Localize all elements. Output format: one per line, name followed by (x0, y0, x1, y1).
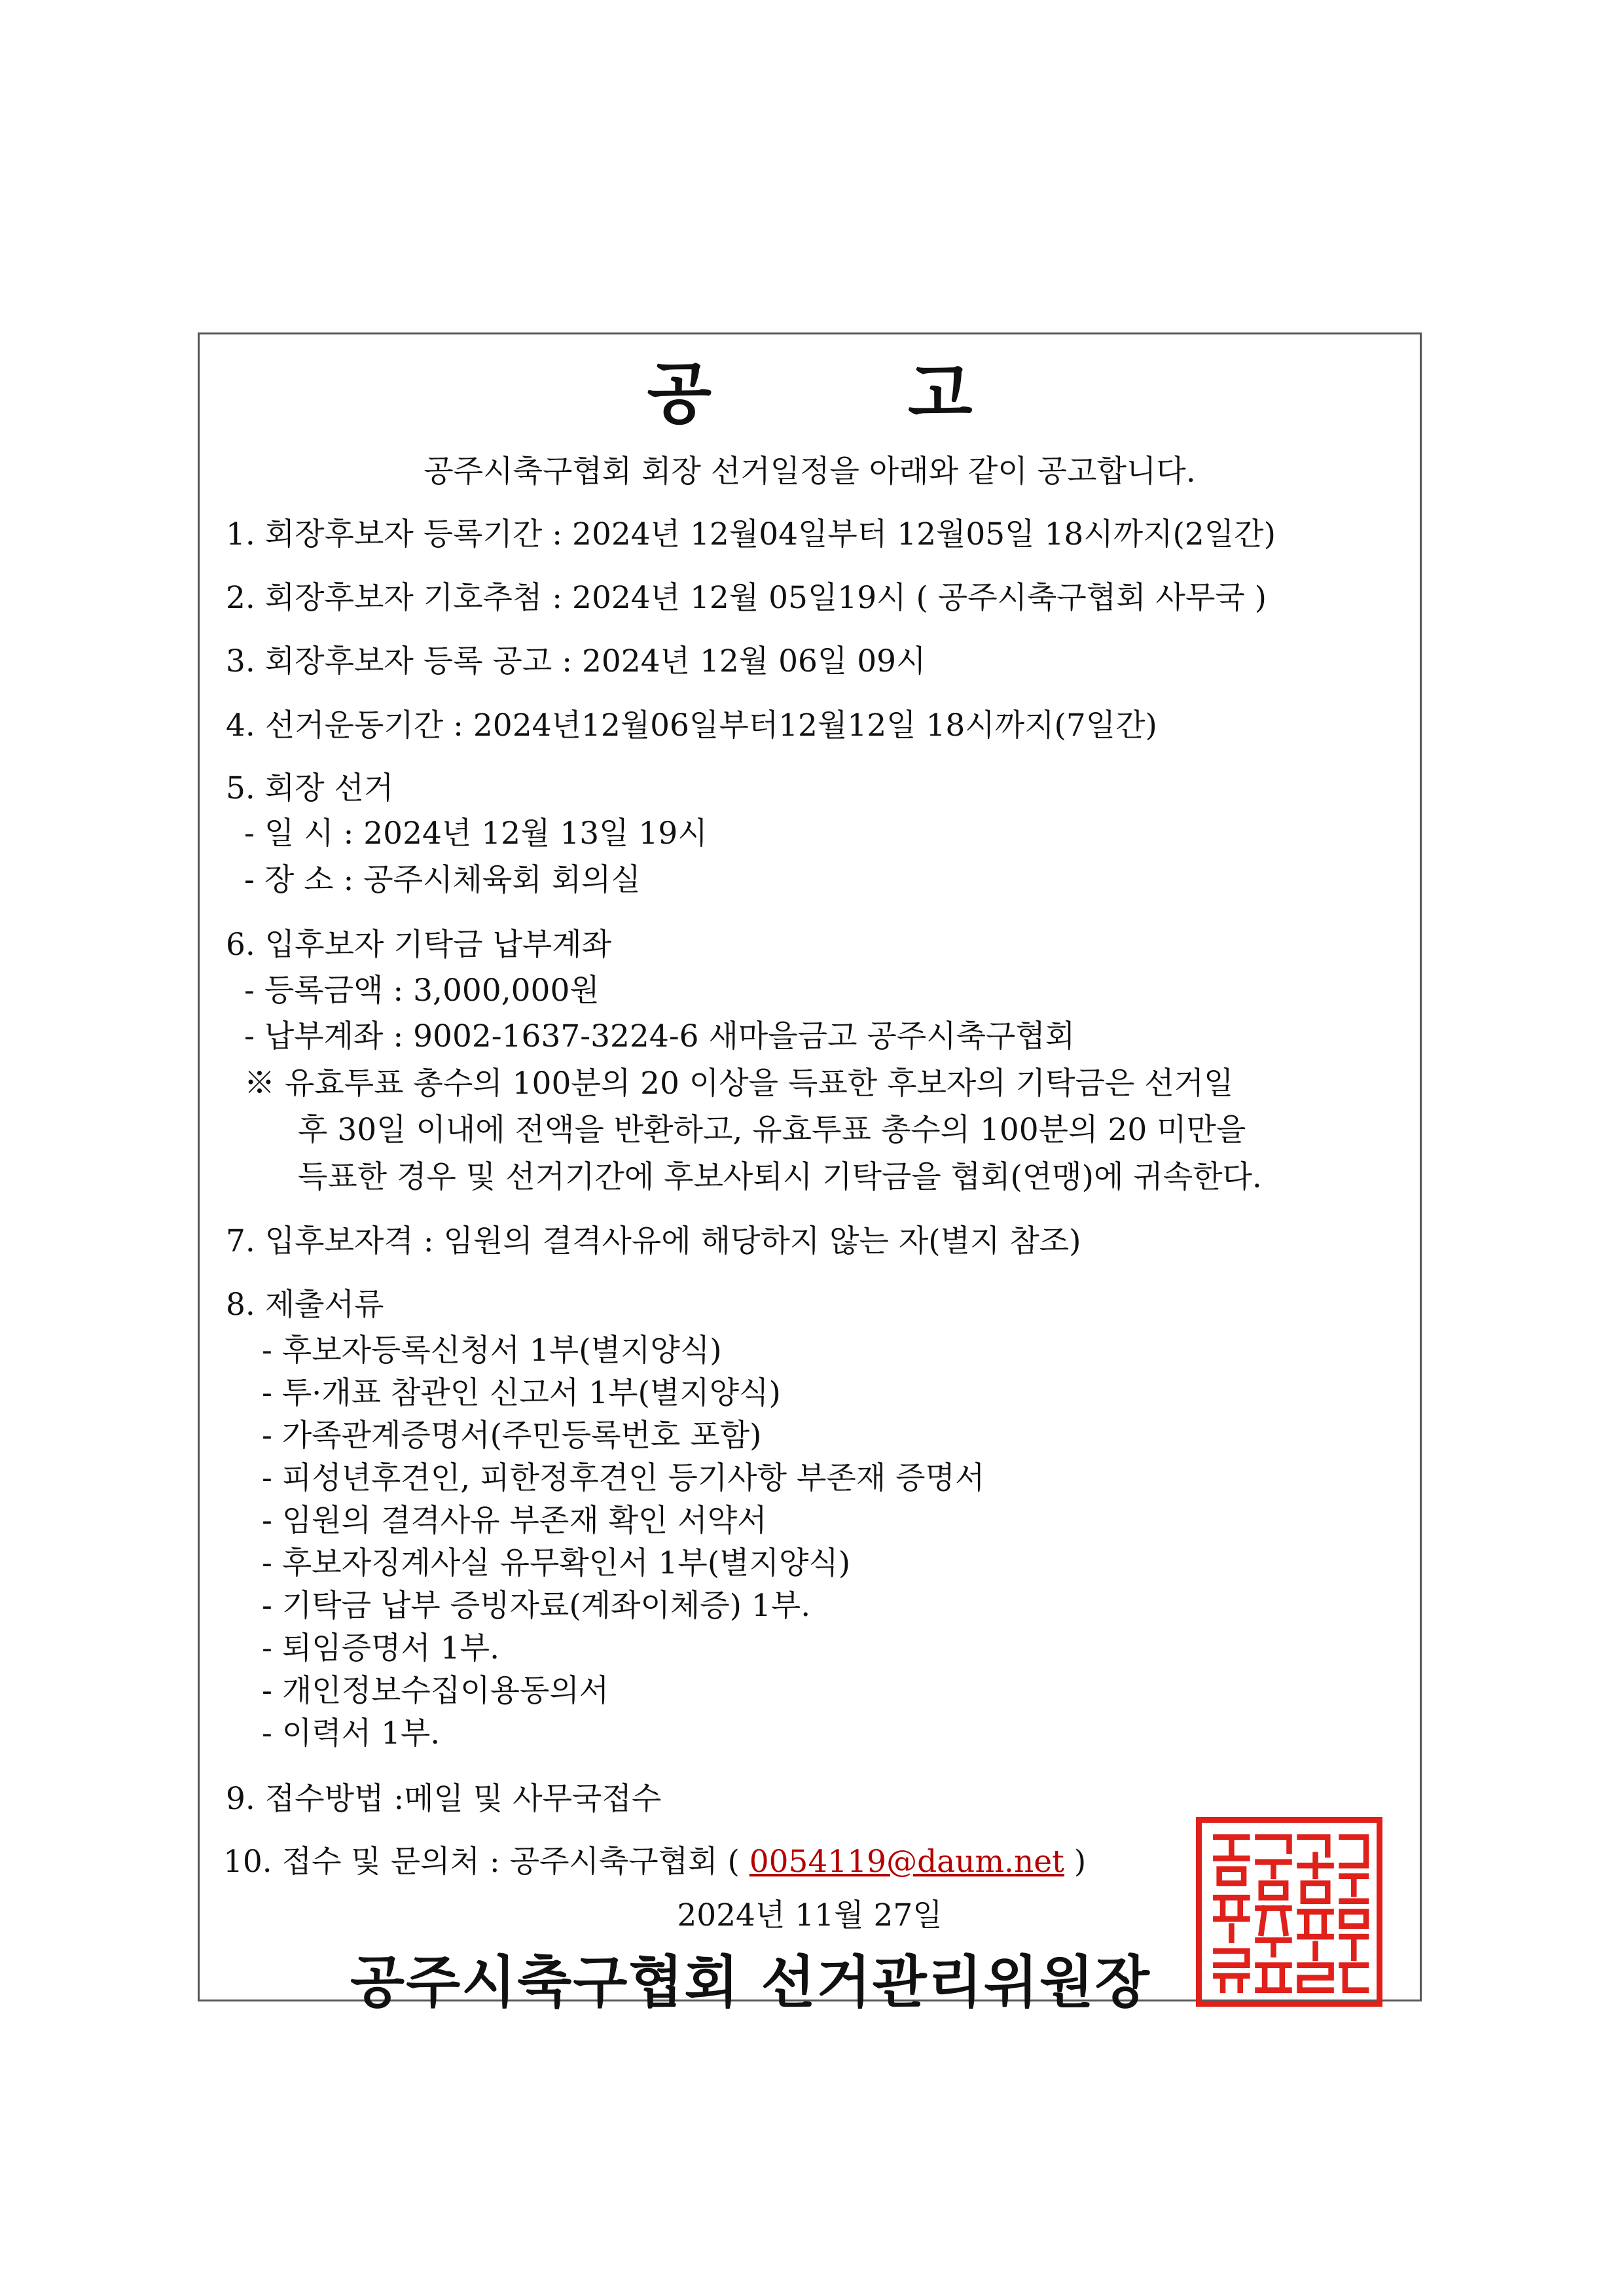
doc-item: - 후보자징계사실 유무확인서 1부(별지양식) (262, 1545, 851, 1581)
item-7: 7. 입후보자격 : 임원의 결격사유에 해당하지 않는 자(별지 참조) (226, 1223, 1081, 1259)
seal-icon (1202, 1823, 1377, 2001)
item-10 (223, 1837, 1086, 1881)
item-5-time: - 일 시 : 2024년 12월 13일 19시 (244, 816, 708, 852)
committee-signature: 공주시축구협회 선거관리위원장 (350, 1949, 1151, 2015)
item-9: 9. 접수방법 :메일 및 사무국접수 (226, 1781, 662, 1817)
doc-item: - 개인정보수집이용동의서 (262, 1673, 609, 1709)
notice-title (200, 341, 1420, 437)
doc-item: - 후보자등록신청서 1부(별지양식) (262, 1333, 722, 1369)
doc-item: - 기탁금 납부 증빙자료(계좌이체증) 1부. (262, 1588, 811, 1624)
doc-item: - 임원의 결격사유 부존재 확인 서약서 (262, 1503, 767, 1539)
doc-item: - 투·개표 참관인 신고서 1부(별지양식) (262, 1375, 781, 1411)
intro-text: 공주시축구협회 회장 선거일정을 아래와 같이 공고합니다. (424, 454, 1196, 490)
item-5-place: - 장 소 : 공주시체육회 회의실 (244, 862, 641, 898)
doc-item: - 퇴임증명서 1부. (262, 1630, 500, 1666)
item-6: 6. 입후보자 기탁금 납부계좌 (226, 927, 612, 963)
item-4: 4. 선거운동기간 : 2024년12월06일부터12월12일 18시까지(7일간) (226, 708, 1157, 744)
title-char-2: 고 (908, 355, 973, 433)
item-6-note-1: ※ 유효투표 총수의 100분의 20 이상을 득표한 후보자의 기탁금은 선거일 (244, 1066, 1234, 1102)
item-6-amount: - 등록금액 : 3,000,000원 (244, 973, 600, 1009)
item-6-note-2: 후 30일 이내에 전액을 반환하고, 유효투표 총수의 100분의 20 미만을 (298, 1112, 1246, 1148)
notice-date: 2024년 11월 27일 (677, 1897, 943, 1933)
item-8: 8. 제출서류 (226, 1287, 384, 1323)
item-6-account: - 납부계좌 : 9002-1637-3224-6 새마을금고 공주시축구협회 (244, 1018, 1075, 1054)
item-1: 1. 회장후보자 등록기간 : 2024년 12월04일부터 12월05일 18시까지(2일간) (226, 516, 1276, 552)
doc-item: - 가족관계증명서(주민등록번호 포함) (262, 1418, 762, 1454)
item-2: 2. 회장후보자 기호추첨 : 2024년 12월 05일19시 ( 공주시축구협회 사무국 ) (226, 580, 1267, 616)
item-6-note-3: 득표한 경우 및 선거기간에 후보사퇴시 기탁금을 협회(연맹)에 귀속한다. (298, 1159, 1262, 1195)
title-char-1: 공 (647, 355, 712, 433)
doc-item: - 피성년후견인, 피한정후견인 등기사항 부존재 증명서 (262, 1460, 985, 1496)
contact-label: 10. 접수 및 문의처 : 공주시축구협회 ( (223, 1844, 740, 1880)
contact-email-link[interactable]: 0054119@daum.net (749, 1844, 1064, 1880)
doc-item: - 이력서 1부. (262, 1715, 441, 1751)
notice-frame (198, 332, 1422, 2015)
contact-suffix: ) (1074, 1844, 1087, 1880)
item-5: 5. 회장 선거 (226, 770, 394, 806)
item-3: 3. 회장후보자 등록 공고 : 2024년 12월 06일 09시 (226, 643, 926, 679)
official-seal (1196, 1817, 1382, 2007)
